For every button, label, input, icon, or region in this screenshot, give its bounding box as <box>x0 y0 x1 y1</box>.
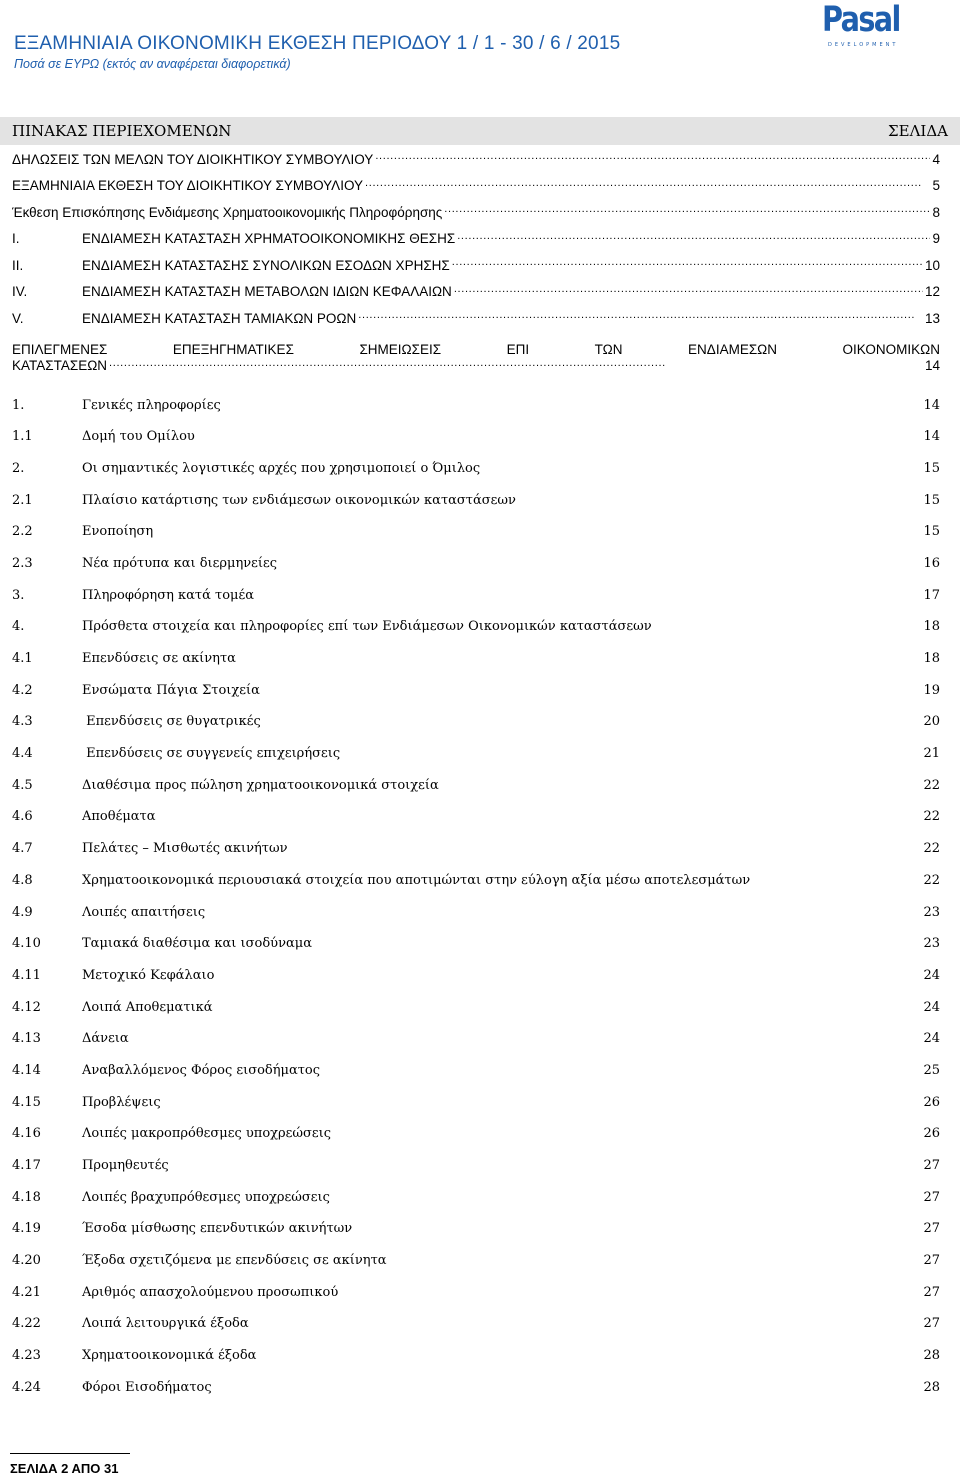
toc-entry-page: 22 <box>923 777 940 793</box>
dot-leader <box>279 554 921 567</box>
toc-entry[interactable] <box>12 150 940 177</box>
toc-entry-title: Επενδύσεις σε ακίνητα <box>82 651 236 666</box>
toc-entry-title: Μετοχικό Κεφάλαιο <box>82 967 215 983</box>
toc-entry[interactable] <box>12 390 940 422</box>
toc-entry-page: 14 <box>923 429 940 445</box>
toc-entry-number: 4.15 <box>12 1094 41 1110</box>
dot-leader <box>251 1314 922 1327</box>
toc-entry-page: 23 <box>923 936 940 952</box>
toc-entry-title: Δάνεια <box>82 1031 129 1047</box>
dot-leader <box>109 357 923 371</box>
toc-entry[interactable] <box>12 580 940 612</box>
toc-entry-title: Λοιπά Αποθεματικά <box>82 999 213 1015</box>
toc-entry-title: Προμηθευτές <box>82 1158 169 1173</box>
toc-entry-title: Ταμιακά διαθέσιμα και ισοδύναμα <box>82 936 312 952</box>
toc-entry-number: 2.2 <box>12 524 33 540</box>
toc-entry[interactable] <box>12 1340 940 1372</box>
dot-leader <box>332 1188 922 1201</box>
dot-leader <box>314 934 921 947</box>
toc-entry-page: 22 <box>923 809 940 825</box>
toc-entry-number: V. <box>12 310 24 326</box>
toc-entry-page: 27 <box>923 1221 940 1237</box>
toc-entry[interactable] <box>12 770 940 802</box>
toc-entry-title: Πλαίσιο κατάρτισης των ενδιάμεσων οικονομικών καταστάσεων <box>82 492 516 508</box>
toc-entry-title: ΕΝΔΙΑΜΕΣΗ ΚΑΤΑΣΤΑΣΗ ΜΕΤΑΒΟΛΩΝ ΙΔΙΩΝ ΚΕΦΑΛΑΙΩΝ <box>82 284 452 299</box>
notes-heading-word: ΕΠΕΞΗΓΗΜΑΤΙΚΕΣ <box>172 341 294 357</box>
toc-entry[interactable] <box>12 283 940 310</box>
toc-entry-title: Πληροφόρηση κατά τομέα <box>82 587 254 603</box>
toc-entry[interactable] <box>12 1308 940 1340</box>
toc-entry-number: 4.16 <box>12 1126 41 1142</box>
toc-entry-page: 20 <box>923 714 940 730</box>
toc-entry-page: 23 <box>923 904 940 920</box>
dot-leader <box>389 1251 922 1264</box>
dot-leader <box>197 427 922 440</box>
toc-entry[interactable] <box>12 865 940 897</box>
toc-entry-title: Νέα πρότυπα και διερμηνείες <box>82 555 278 571</box>
logo-tagline: DEVELOPMENT <box>828 42 899 48</box>
dot-leader <box>214 1378 922 1391</box>
company-logo <box>822 0 908 50</box>
dot-leader <box>258 1346 921 1359</box>
toc-entry-title: ΕΝΔΙΑΜΕΣΗ ΚΑΤΑΣΤΑΣΗ ΤΑΜΙΑΚΩΝ ΡΟΩΝ <box>82 310 357 326</box>
toc-entry-number: 3. <box>12 587 25 603</box>
toc-entry-number: 4.22 <box>12 1316 41 1332</box>
toc-entry-page: 25 <box>923 1062 940 1078</box>
report-title: ΕΞΑΜΗΝΙΑΙΑ ΟΙΚΟΝΟΜΙΚΗ ΕΚΘΕΣΗ ΠΕΡΙΟΔΟΥ 1 / 1 - 30 / 6 / 2015 <box>14 33 621 54</box>
toc-entry-number: 1.1 <box>12 429 33 445</box>
toc-entry-number: 4.12 <box>12 999 41 1015</box>
toc-entry-page: 15 <box>923 492 940 508</box>
toc-entry-number: 4.5 <box>12 777 33 793</box>
toc-entry-page: 27 <box>923 1189 940 1205</box>
toc-entry-page: 16 <box>923 555 940 571</box>
toc-entry[interactable] <box>12 256 940 283</box>
toc-entry-number: 2.1 <box>12 492 33 508</box>
toc-entry[interactable] <box>12 1118 940 1150</box>
toc-entry-number: 4.4 <box>12 746 33 762</box>
toc-entry-title: Λοιπές μακροπρόθεσμες υποχρεώσεις <box>82 1126 331 1142</box>
toc-entry-title: Επενδύσεις σε συγγενείς επιχειρήσεις <box>82 746 341 762</box>
toc-entry-number: 4.17 <box>12 1158 41 1173</box>
dot-leader <box>375 150 930 164</box>
toc-entry[interactable] <box>12 309 940 336</box>
dot-leader <box>238 649 922 662</box>
toc-entry-page: 9 <box>932 231 940 246</box>
toc-entry-number: 1. <box>12 397 25 413</box>
toc-entry[interactable] <box>12 203 940 230</box>
notes-heading-word: ΕΠΙΛΕΓΜΕΝΕΣ <box>12 341 108 357</box>
toc-entry-title: Πρόσθετα στοιχεία και πληροφορίες επί των Ενδιάμεσων Οικονομικών καταστάσεων <box>82 619 652 635</box>
dot-leader <box>340 1283 921 1296</box>
dot-leader <box>333 1124 921 1137</box>
toc-entry-page: 24 <box>923 1031 940 1047</box>
toc-entry-title: Ενοποίηση <box>82 524 154 540</box>
toc-entry-title: ΔΗΛΩΣΕΙΣ ΤΩΝ ΜΕΛΩΝ ΤΟΥ ΔΙΟΙΚΗΤΙΚΟΥ ΣΥΜΒΟΥΛΙΟΥ <box>12 151 374 167</box>
toc-entry-page: 10 <box>924 257 940 273</box>
toc-entry-title: Λοιπές απαιτήσεις <box>82 904 206 920</box>
dot-leader <box>290 839 922 852</box>
toc-entry[interactable] <box>12 1213 940 1245</box>
toc-entry-number: 4.10 <box>12 936 41 952</box>
dot-leader <box>444 203 930 217</box>
dot-leader <box>454 283 923 297</box>
toc-entry[interactable] <box>12 1150 940 1182</box>
toc-entry-page: 22 <box>923 872 940 888</box>
toc-entry-title: ΕΝΔΙΑΜΕΣΗ ΚΑΤΑΣΤΑΣΗ ΧΡΗΜΑΤΟΟΙΚΟΝΟΜΙΚΗΣ ΘΕΣΗΣ <box>82 231 456 246</box>
toc-entry-page: 17 <box>923 587 940 603</box>
dot-leader <box>654 617 922 630</box>
toc-entry-title: Δομή του Ομίλου <box>82 429 195 445</box>
table-of-contents <box>12 150 940 1404</box>
dot-leader <box>752 871 921 884</box>
toc-entry-title: Οι σημαντικές λογιστικές αρχές που χρησιμοποιεί ο Όμιλος <box>82 460 481 476</box>
dot-leader <box>216 966 921 979</box>
toc-entry-number: 4.2 <box>12 682 33 698</box>
toc-entry-title: Έξοδα σχετιζόμενα με επενδύσεις σε ακίνητα <box>82 1253 387 1269</box>
toc-entry[interactable] <box>12 611 940 643</box>
toc-entry[interactable] <box>12 897 940 929</box>
toc-entry-title: ΕΞΑΜΗΝΙΑΙΑ ΕΚΘΕΣΗ ΤΟΥ ΔΙΟΙΚΗΤΙΚΟΥ ΣΥΜΒΟΥΛΙΟΥ <box>12 178 364 193</box>
notes-heading-line2 <box>12 357 940 374</box>
toc-entry[interactable] <box>12 960 940 992</box>
toc-entry-title: Έκθεση Επισκόπησης Ενδιάμεσης Χρηματοοικονομικής Πληροφόρησης <box>12 204 443 220</box>
notes-heading-word: ΕΝΔΙΑΜΕΣΩΝ <box>688 341 778 357</box>
toc-entry[interactable] <box>12 1245 940 1277</box>
toc-entry-title: Λοιπά λειτουργικά έξοδα <box>82 1316 249 1332</box>
dot-leader <box>358 309 923 323</box>
toc-entry-number: 4.8 <box>12 872 33 888</box>
dot-leader <box>163 1093 922 1106</box>
notes-heading-word: ΟΙΚΟΝΟΜΙΚΩΝ <box>842 341 940 357</box>
toc-entry[interactable] <box>12 1182 940 1214</box>
toc-entry-number: 4.11 <box>12 967 41 983</box>
toc-entry-page: 18 <box>923 651 940 666</box>
toc-entry-title: Ενσώματα Πάγια Στοιχεία <box>82 682 260 698</box>
dot-leader <box>354 1219 921 1232</box>
toc-entry[interactable] <box>12 738 940 770</box>
dot-leader <box>342 744 921 757</box>
toc-entry[interactable] <box>12 516 940 548</box>
toc-entry-page: 28 <box>923 1348 940 1364</box>
toc-entry-number: II. <box>12 257 24 273</box>
toc-page-heading: ΣΕΛΙΔΑ <box>888 122 948 140</box>
notes-heading-line1 <box>12 342 940 357</box>
footer-divider <box>10 1453 130 1454</box>
toc-entry-number: 4. <box>12 619 25 635</box>
toc-entry-number: 4.6 <box>12 809 33 825</box>
dot-leader <box>158 807 922 820</box>
toc-entry[interactable] <box>12 230 940 257</box>
toc-entry[interactable] <box>12 485 940 517</box>
toc-entry-page: 14 <box>924 358 940 373</box>
dot-leader <box>322 1061 921 1074</box>
toc-entry-title: Αποθέματα <box>82 809 156 825</box>
dot-leader <box>155 522 921 535</box>
dot-leader <box>518 491 922 504</box>
dot-leader <box>215 998 922 1011</box>
toc-entry-notes-heading[interactable] <box>12 342 940 390</box>
toc-entry-page: 27 <box>923 1284 940 1300</box>
toc-entry-number: 4.18 <box>12 1189 41 1205</box>
toc-entry[interactable] <box>12 1087 940 1119</box>
dot-leader <box>441 776 922 789</box>
toc-entry-page: 21 <box>923 746 940 762</box>
toc-entry-number: 4.19 <box>12 1221 41 1237</box>
toc-entry-number: 4.1 <box>12 651 33 666</box>
toc-entry-page: 12 <box>924 284 940 299</box>
toc-entry[interactable] <box>12 1023 940 1055</box>
toc-entry[interactable] <box>12 1055 940 1087</box>
toc-entry-number: 4.14 <box>12 1062 41 1078</box>
toc-heading: ΠΙΝΑΚΑΣ ΠΕΡΙΕΧΟΜΕΝΩΝ <box>12 122 232 140</box>
toc-entry-number: 4.23 <box>12 1348 41 1364</box>
toc-entry-title: Διαθέσιμα προς πώληση χρηματοοικονομικά στοιχεία <box>82 777 439 793</box>
toc-entry-page: 15 <box>923 524 940 540</box>
logo-wordmark: Pasal <box>822 0 900 40</box>
toc-entry[interactable] <box>12 421 940 453</box>
toc-entry[interactable] <box>12 453 940 485</box>
toc-entry-title: Γενικές πληροφορίες <box>82 397 221 413</box>
toc-entry-number: 2.3 <box>12 555 33 571</box>
dot-leader <box>482 459 921 472</box>
toc-entry-title: Πελάτες – Μισθωτές ακινήτων <box>82 841 288 857</box>
toc-entry-page: 19 <box>923 682 940 698</box>
toc-entry-number: 4.9 <box>12 904 33 920</box>
toc-entry[interactable] <box>12 548 940 580</box>
dot-leader <box>171 1156 922 1169</box>
dot-leader <box>207 903 921 916</box>
toc-entry[interactable] <box>12 675 940 707</box>
toc-entry[interactable] <box>12 833 940 865</box>
toc-entry-number: I. <box>12 231 20 246</box>
toc-entry-page: 28 <box>923 1379 940 1395</box>
toc-entry-page: 15 <box>923 460 940 476</box>
toc-entry[interactable] <box>12 992 940 1024</box>
toc-entry-title: ΚΑΤΑΣΤΑΣΕΩΝ <box>12 358 108 373</box>
toc-entry-title: ΕΝΔΙΑΜΕΣΗ ΚΑΤΑΣΤΑΣΗΣ ΣΥΝΟΛΙΚΩΝ ΕΣΟΔΩΝ ΧΡΗΣΗΣ <box>82 257 450 273</box>
dot-leader <box>256 586 921 599</box>
toc-entry-number: 4.24 <box>12 1379 41 1395</box>
toc-entry-page: 27 <box>923 1158 940 1173</box>
toc-entry-number: 4.13 <box>12 1031 41 1047</box>
toc-entry-page: 24 <box>923 967 940 983</box>
toc-entry[interactable] <box>12 928 940 960</box>
toc-entry[interactable] <box>12 706 940 738</box>
toc-entry-number: 4.7 <box>12 841 33 857</box>
toc-entry-number: 2. <box>12 460 25 476</box>
notes-heading-word: ΣΗΜΕΙΩΣΕΙΣ <box>359 341 442 357</box>
toc-entry[interactable] <box>12 643 940 675</box>
toc-entry-page: 26 <box>923 1126 940 1142</box>
toc-entry-page: 24 <box>923 999 940 1015</box>
currency-note: Ποσά σε ΕΥΡΩ (εκτός αν αναφέρεται διαφορετικά) <box>14 57 291 71</box>
toc-entry-title: Επενδύσεις σε θυγατρικές <box>82 714 261 730</box>
toc-entry-title: Αριθμός απασχολούμενου προσωπικού <box>82 1284 339 1300</box>
toc-entry-page: 18 <box>923 619 940 635</box>
dot-leader <box>263 712 922 725</box>
toc-entry-title: Αναβαλλόμενος Φόρος εισοδήματος <box>82 1062 321 1078</box>
toc-entry-page: 27 <box>923 1253 940 1269</box>
dot-leader <box>262 681 922 694</box>
toc-entry-title: Χρηματοοικονομικά περιουσιακά στοιχεία που αποτιμώνται στην εύλογη αξία μέσω αποτελεσμάτων <box>82 872 751 888</box>
dot-leader <box>365 177 930 191</box>
toc-entry-title: Λοιπές βραχυπρόθεσμες υποχρεώσεις <box>82 1189 330 1205</box>
toc-entry-page: 8 <box>932 204 940 220</box>
toc-entry-number: IV. <box>12 284 28 299</box>
toc-entry[interactable] <box>12 801 940 833</box>
toc-entry-number: 4.3 <box>12 714 33 730</box>
toc-entry[interactable] <box>12 1372 940 1404</box>
notes-heading-word: ΤΩΝ <box>594 341 623 357</box>
toc-entry-number: 4.20 <box>12 1253 41 1269</box>
toc-entry[interactable] <box>12 1277 940 1309</box>
toc-entry-page: 26 <box>923 1094 940 1110</box>
toc-entry-page: 14 <box>923 397 940 413</box>
toc-entry-page: 4 <box>932 151 940 167</box>
dot-leader <box>223 396 922 409</box>
toc-entry-title: Χρηματοοικονομικά έξοδα <box>82 1348 257 1364</box>
toc-entry[interactable] <box>12 177 940 204</box>
dot-leader <box>131 1029 922 1042</box>
toc-entry-page: 5 <box>932 178 940 193</box>
dot-leader <box>457 230 930 244</box>
toc-entry-title: Προβλέψεις <box>82 1094 161 1110</box>
toc-entry-title: Έσοδα μίσθωσης επενδυτικών ακινήτων <box>82 1221 353 1237</box>
toc-entry-page: 22 <box>923 841 940 857</box>
page-number-footer: ΣΕΛΙΔΑ 2 ΑΠΟ 31 <box>10 1461 119 1476</box>
toc-entry-number: 4.21 <box>12 1284 41 1300</box>
notes-heading-word: ΕΠΙ <box>506 341 530 357</box>
toc-entry-page: 13 <box>924 310 940 326</box>
toc-entry-page: 27 <box>923 1316 940 1332</box>
dot-leader <box>452 256 923 270</box>
toc-entry-title: Φόροι Εισοδήματος <box>82 1379 212 1395</box>
